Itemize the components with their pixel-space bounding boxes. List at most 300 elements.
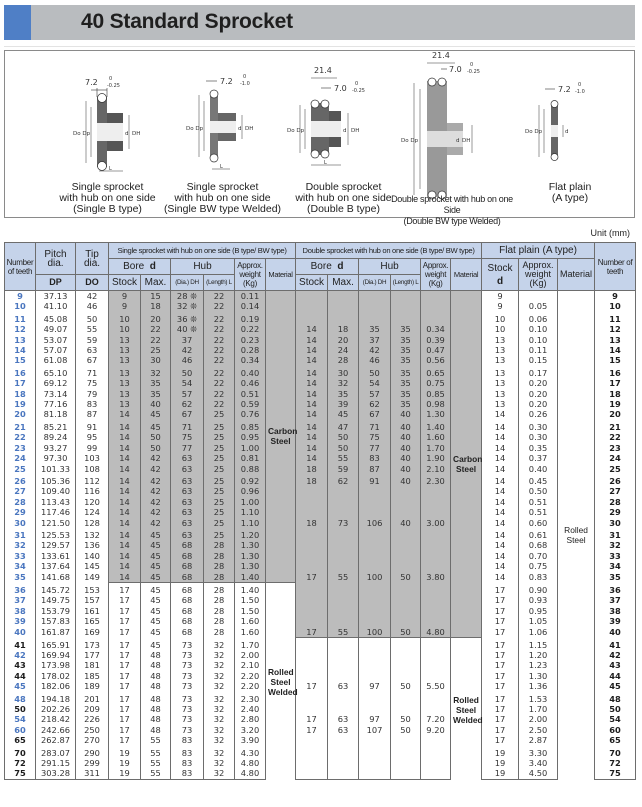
cell-single-max: 48 (141, 671, 171, 681)
cell-teeth: 50 (5, 704, 36, 714)
cell-flat-stock: 13 (482, 345, 519, 355)
cell-teeth-right: 23 (595, 443, 636, 453)
svg-text:d: d (343, 128, 347, 134)
col-number-of-teeth-right: Number of teeth (595, 243, 636, 291)
cell-teeth: 9 (5, 291, 36, 302)
cell-double-max (328, 312, 359, 324)
cell-flat-stock: 17 (482, 616, 519, 626)
cell-double-hub-dia: 97 (359, 681, 391, 691)
cell-single-weight: 1.20 (235, 528, 266, 540)
cell-double-hub-dia (359, 746, 391, 758)
cell-single-hub-length: 22 (204, 355, 235, 365)
cell-tip-dia: 79 (76, 389, 109, 399)
cell-double-hub-length: 50 (391, 572, 421, 583)
cell-flat-stock: 17 (482, 735, 519, 745)
svg-text:DH: DH (132, 131, 141, 137)
cell-teeth-right: 16 (595, 366, 636, 378)
cell-single-max: 42 (141, 518, 171, 528)
cell-double-max: 18 (328, 324, 359, 334)
caption-line: Double sprocket (305, 181, 382, 193)
cell-double-hub-dia: 71 (359, 420, 391, 432)
cell-double-weight: 0.65 (421, 366, 451, 378)
cell-single-hub-dia: 83 (171, 735, 204, 745)
cell-single-max: 42 (141, 486, 171, 496)
cell-single-hub-dia: 68 (171, 616, 204, 626)
cell-flat-stock: 14 (482, 518, 519, 528)
cell-single-stock: 13 (109, 355, 141, 365)
cell-single-stock: 13 (109, 366, 141, 378)
cell-single-stock: 17 (109, 704, 141, 714)
cell-double-hub-length: 40 (391, 420, 421, 432)
cell-teeth-right: 65 (595, 735, 636, 745)
cell-double-stock: 14 (296, 409, 328, 419)
cell-single-hub-dia: 57 (171, 389, 204, 399)
cell-pitch-dia: 153.79 (36, 606, 76, 616)
cell-single-stock: 19 (109, 758, 141, 768)
cell-flat-stock: 17 (482, 638, 519, 650)
cell-teeth-right: 12 (595, 324, 636, 334)
cell-single-stock: 14 (109, 551, 141, 561)
cell-tip-dia: 149 (76, 572, 109, 583)
cell-double-max (328, 692, 359, 704)
cell-double-stock: 14 (296, 432, 328, 442)
cell-flat-weight: 0.17 (519, 366, 558, 378)
cell-single-stock: 14 (109, 420, 141, 432)
cell-tip-dia: 140 (76, 551, 109, 561)
cell-tip-dia: 46 (76, 301, 109, 311)
cell-teeth-right: 17 (595, 378, 636, 388)
cell-single-weight: 0.34 (235, 355, 266, 365)
cell-single-stock: 9 (109, 291, 141, 302)
svg-text:0: 0 (243, 74, 247, 80)
table-row (5, 366, 636, 378)
cell-teeth: 45 (5, 681, 36, 691)
bore-symbol: d (337, 261, 344, 272)
cell-pitch-dia: 117.46 (36, 507, 76, 517)
cell-double-stock (296, 312, 328, 324)
cell-double-hub-dia: 106 (359, 518, 391, 528)
cell-teeth: 31 (5, 528, 36, 540)
cell-teeth-right: 36 (595, 582, 636, 595)
cell-double-stock (296, 291, 328, 302)
cell-double-weight (421, 561, 451, 571)
cell-single-hub-dia: 73 (171, 650, 204, 660)
cell-single-hub-dia: 68 (171, 627, 204, 638)
cell-single-weight: 1.00 (235, 443, 266, 453)
cell-teeth: 14 (5, 345, 36, 355)
cell-tip-dia: 50 (76, 312, 109, 324)
cell-double-weight (421, 692, 451, 704)
cell-single-hub-dia: 83 (171, 768, 204, 779)
table-row (5, 432, 636, 442)
cell-flat-stock: 13 (482, 389, 519, 399)
cell-flat-weight: 0.40 (519, 464, 558, 474)
cell-single-hub-length: 28 (204, 540, 235, 550)
cell-single-stock: 14 (109, 409, 141, 419)
cell-double-max: 55 (328, 572, 359, 583)
cell-single-stock: 14 (109, 486, 141, 496)
cell-double-weight (421, 497, 451, 507)
cell-double-hub-length: 50 (391, 681, 421, 691)
cell-pitch-dia: 161.87 (36, 627, 76, 638)
single-bw-sprocket-drawing-icon (160, 51, 285, 181)
cell-flat-weight: 0.37 (519, 453, 558, 463)
svg-text:-1.0: -1.0 (240, 81, 250, 87)
cell-double-weight (421, 758, 451, 768)
cell-pitch-dia: 169.94 (36, 650, 76, 660)
table-row (5, 399, 636, 409)
cell-flat-weight: 0.93 (519, 595, 558, 605)
table-row (5, 409, 636, 419)
cell-flat-stock: 14 (482, 497, 519, 507)
cell-single-stock: 17 (109, 714, 141, 724)
table-row (5, 725, 636, 735)
cell-single-hub-length: 22 (204, 291, 235, 302)
table-row (5, 714, 636, 724)
cell-double-max: 62 (328, 474, 359, 486)
table-row (5, 692, 636, 704)
cell-double-weight (421, 312, 451, 324)
cell-single-max: 35 (141, 378, 171, 388)
cell-double-stock (296, 758, 328, 768)
cell-double-weight (421, 660, 451, 670)
cell-single-hub-dia: 68 (171, 540, 204, 550)
cell-single-hub-dia: 63 (171, 486, 204, 496)
table-row (5, 572, 636, 583)
svg-text:DH: DH (245, 126, 254, 132)
cell-double-stock: 14 (296, 335, 328, 345)
cell-double-weight (421, 582, 451, 595)
cell-double-stock (296, 301, 328, 311)
cell-single-hub-length: 22 (204, 399, 235, 409)
cell-double-weight: 0.98 (421, 399, 451, 409)
cell-double-max (328, 638, 359, 650)
cell-single-weight: 0.76 (235, 409, 266, 419)
cell-single-max: 18 (141, 301, 171, 311)
cell-tip-dia: 83 (76, 399, 109, 409)
cell-double-weight: 3.80 (421, 572, 451, 583)
group-double-sprocket: Double sprocket with hub on one side (B type/ BW type) (296, 243, 482, 259)
cell-single-stock: 14 (109, 540, 141, 550)
cell-pitch-dia: 45.08 (36, 312, 76, 324)
cell-double-stock: 14 (296, 378, 328, 388)
cell-double-hub-length (391, 638, 421, 650)
caption-line: Flat plain (548, 181, 592, 193)
cell-single-hub-length: 25 (204, 486, 235, 496)
cell-single-max: 45 (141, 551, 171, 561)
cell-double-max (328, 595, 359, 605)
cell-pitch-dia: 121.50 (36, 518, 76, 528)
cell-teeth: 17 (5, 378, 36, 388)
cell-single-material-carbon: Carbon Steel (266, 291, 296, 583)
cell-tip-dia: 173 (76, 638, 109, 650)
cell-double-stock: 17 (296, 572, 328, 583)
svg-text:Do Dp: Do Dp (401, 138, 419, 144)
cell-double-weight (421, 606, 451, 616)
cell-single-max: 55 (141, 768, 171, 779)
cell-single-hub-length: 32 (204, 768, 235, 779)
cell-double-max: 63 (328, 714, 359, 724)
cell-pitch-dia: 194.18 (36, 692, 76, 704)
cell-single-hub-dia: 63 (171, 507, 204, 517)
cell-flat-stock: 13 (482, 378, 519, 388)
cell-single-stock: 17 (109, 627, 141, 638)
cell-flat-stock: 19 (482, 758, 519, 768)
cell-single-max: 25 (141, 345, 171, 355)
cell-double-weight: 0.47 (421, 345, 451, 355)
cell-double-hub-dia: 77 (359, 443, 391, 453)
cell-single-max: 15 (141, 291, 171, 302)
cell-double-stock (296, 692, 328, 704)
cell-tip-dia: 177 (76, 650, 109, 660)
table-row (5, 464, 636, 474)
cell-double-hub-length: 40 (391, 474, 421, 486)
table-row (5, 627, 636, 638)
cell-teeth: 25 (5, 464, 36, 474)
cell-tip-dia: 99 (76, 443, 109, 453)
cell-double-hub-length (391, 595, 421, 605)
cell-double-max: 63 (328, 681, 359, 691)
cell-teeth-right: 30 (595, 518, 636, 528)
cell-teeth-right: 20 (595, 409, 636, 419)
cell-single-weight: 0.96 (235, 486, 266, 496)
cell-single-max: 42 (141, 474, 171, 486)
caption-line: (Single BW type Welded) (163, 203, 282, 215)
cell-teeth: 36 (5, 582, 36, 595)
cell-flat-weight: 1.53 (519, 692, 558, 704)
cell-double-hub-dia (359, 616, 391, 626)
col-single-hub-length: (Length) L (204, 275, 235, 291)
cell-teeth-right: 10 (595, 301, 636, 311)
cell-double-weight: 1.30 (421, 409, 451, 419)
group-single-sprocket: Single sprocket with hub on one side (B type/ BW type) (109, 243, 296, 259)
cell-teeth: 20 (5, 409, 36, 419)
cell-tip-dia: 124 (76, 507, 109, 517)
cell-flat-weight: 4.50 (519, 768, 558, 779)
cell-double-hub-dia (359, 606, 391, 616)
cell-double-hub-dia: 87 (359, 464, 391, 474)
cell-flat-stock: 17 (482, 595, 519, 605)
col-number-of-teeth: Number of teeth (5, 243, 36, 291)
cell-double-weight (421, 301, 451, 311)
cell-tip-dia: 120 (76, 497, 109, 507)
cell-single-stock: 14 (109, 497, 141, 507)
cell-single-max: 48 (141, 660, 171, 670)
cell-teeth: 12 (5, 324, 36, 334)
cell-single-max: 45 (141, 606, 171, 616)
cell-single-stock: 17 (109, 735, 141, 745)
cell-double-hub-length: 35 (391, 324, 421, 334)
cell-double-weight (421, 551, 451, 561)
cell-double-stock (296, 540, 328, 550)
bore-label: Bore (123, 261, 145, 272)
cell-double-stock (296, 704, 328, 714)
cell-teeth: 23 (5, 443, 36, 453)
cell-single-stock: 14 (109, 474, 141, 486)
cell-pitch-dia: 109.40 (36, 486, 76, 496)
cell-single-hub-dia: 63 (171, 497, 204, 507)
cell-double-stock (296, 650, 328, 660)
cell-single-hub-length: 32 (204, 704, 235, 714)
cell-pitch-dia: 165.91 (36, 638, 76, 650)
cell-teeth: 60 (5, 725, 36, 735)
cell-teeth-right: 40 (595, 627, 636, 638)
cell-single-hub-length: 22 (204, 324, 235, 334)
group-flat-plain: Flat plain (A type) (482, 243, 595, 259)
col-single-stock: Stock (109, 275, 141, 291)
cell-double-hub-dia (359, 671, 391, 681)
cell-single-max: 45 (141, 627, 171, 638)
cell-double-hub-dia: 42 (359, 345, 391, 355)
cell-teeth: 42 (5, 650, 36, 660)
cell-double-hub-length (391, 660, 421, 670)
cell-double-max (328, 704, 359, 714)
cell-single-hub-length: 22 (204, 312, 235, 324)
col-double-stock: Stock (296, 275, 328, 291)
cell-double-hub-dia: 50 (359, 366, 391, 378)
cell-flat-weight: 0.35 (519, 443, 558, 453)
cell-single-hub-dia: 73 (171, 714, 204, 724)
cell-single-hub-dia: 73 (171, 692, 204, 704)
svg-text:d: d (565, 129, 569, 135)
col-single-hub: Hub (171, 259, 235, 275)
cell-single-stock: 13 (109, 399, 141, 409)
table-row (5, 474, 636, 486)
cell-double-stock: 14 (296, 443, 328, 453)
cell-double-stock (296, 595, 328, 605)
cell-double-hub-dia (359, 582, 391, 595)
cell-double-weight (421, 768, 451, 779)
cell-single-material-rolled: Rolled Steel Welded (266, 582, 296, 779)
cell-single-hub-dia: 73 (171, 725, 204, 735)
cell-double-hub-dia: 83 (359, 453, 391, 463)
svg-text:-0.25: -0.25 (467, 69, 480, 75)
cell-double-stock (296, 507, 328, 517)
cell-double-hub-length (391, 540, 421, 550)
cell-single-hub-dia: 71 (171, 420, 204, 432)
cell-double-stock: 17 (296, 681, 328, 691)
cell-single-weight: 0.11 (235, 291, 266, 302)
cell-double-hub-length: 35 (391, 366, 421, 378)
cell-single-hub-length: 32 (204, 758, 235, 768)
cell-double-stock (296, 528, 328, 540)
svg-text:7.0: 7.0 (334, 84, 347, 93)
cell-double-hub-dia: 75 (359, 432, 391, 442)
cell-teeth-right: 29 (595, 507, 636, 517)
cell-flat-weight: 1.36 (519, 681, 558, 691)
cell-tip-dia: 270 (76, 735, 109, 745)
cell-pitch-dia: 129.57 (36, 540, 76, 550)
cell-teeth: 39 (5, 616, 36, 626)
cell-teeth: 28 (5, 497, 36, 507)
cell-double-hub-length: 50 (391, 725, 421, 735)
cell-flat-weight: 2.50 (519, 725, 558, 735)
cell-teeth: 22 (5, 432, 36, 442)
cell-flat-weight: 0.26 (519, 409, 558, 419)
col-single-material: Material (266, 259, 296, 291)
svg-text:L: L (324, 160, 327, 166)
cell-tip-dia: 59 (76, 335, 109, 345)
table-row (5, 551, 636, 561)
cell-tip-dia: 87 (76, 409, 109, 419)
cell-single-weight: 0.59 (235, 399, 266, 409)
cell-single-weight: 3.90 (235, 735, 266, 745)
cell-single-hub-dia: 37 (171, 335, 204, 345)
cell-double-stock (296, 638, 328, 650)
cell-teeth: 16 (5, 366, 36, 378)
cell-double-hub-dia: 100 (359, 627, 391, 638)
cell-flat-weight: 0.06 (519, 312, 558, 324)
cell-single-hub-length: 22 (204, 389, 235, 399)
cell-double-stock: 14 (296, 389, 328, 399)
cell-teeth-right: 42 (595, 650, 636, 660)
table-row (5, 758, 636, 768)
cell-single-stock: 14 (109, 572, 141, 583)
cell-teeth-right: 45 (595, 681, 636, 691)
cell-teeth-right: 27 (595, 486, 636, 496)
cell-single-hub-length: 25 (204, 464, 235, 474)
cell-tip-dia: 71 (76, 366, 109, 378)
cell-single-hub-length: 32 (204, 692, 235, 704)
cell-single-stock: 14 (109, 518, 141, 528)
cell-double-hub-length (391, 312, 421, 324)
cell-teeth-right: 50 (595, 704, 636, 714)
cell-flat-weight: 0.30 (519, 420, 558, 432)
svg-text:0: 0 (578, 82, 582, 88)
cell-pitch-dia: 125.53 (36, 528, 76, 540)
cell-single-hub-length: 28 (204, 572, 235, 583)
cell-double-hub-dia: 57 (359, 389, 391, 399)
cell-double-hub-length (391, 507, 421, 517)
cell-teeth: 13 (5, 335, 36, 345)
caption-single-b (45, 182, 170, 215)
cell-flat-weight: 0.11 (519, 345, 558, 355)
cell-flat-stock: 9 (482, 291, 519, 302)
table-row (5, 453, 636, 463)
cell-teeth: 18 (5, 389, 36, 399)
table-row (5, 355, 636, 365)
cell-double-stock: 18 (296, 518, 328, 528)
cell-single-hub-dia: 32 ❊ (171, 301, 204, 311)
cell-single-hub-length: 25 (204, 518, 235, 528)
cell-double-material-rolled: Rolled Steel Welded (451, 638, 482, 780)
cell-pitch-dia: 218.42 (36, 714, 76, 724)
cell-pitch-dia: 262.87 (36, 735, 76, 745)
cell-flat-stock: 9 (482, 301, 519, 311)
cell-double-max (328, 758, 359, 768)
table-row (5, 378, 636, 388)
cell-single-weight: 0.28 (235, 345, 266, 355)
cell-flat-stock: 17 (482, 725, 519, 735)
table-row (5, 301, 636, 311)
cell-single-stock: 14 (109, 528, 141, 540)
table-row (5, 768, 636, 779)
cell-double-hub-length (391, 606, 421, 616)
cell-teeth: 19 (5, 399, 36, 409)
cell-flat-weight: 0.45 (519, 474, 558, 486)
cell-double-hub-dia (359, 497, 391, 507)
cell-single-stock: 17 (109, 616, 141, 626)
cell-single-hub-dia: 77 (171, 443, 204, 453)
cell-teeth-right: 39 (595, 616, 636, 626)
cell-single-hub-dia: 73 (171, 681, 204, 691)
title-accent-block (4, 5, 31, 40)
cell-teeth-right: 25 (595, 464, 636, 474)
cell-flat-weight: 2.87 (519, 735, 558, 745)
table-row (5, 312, 636, 324)
cell-double-max (328, 671, 359, 681)
cell-single-hub-length: 25 (204, 453, 235, 463)
